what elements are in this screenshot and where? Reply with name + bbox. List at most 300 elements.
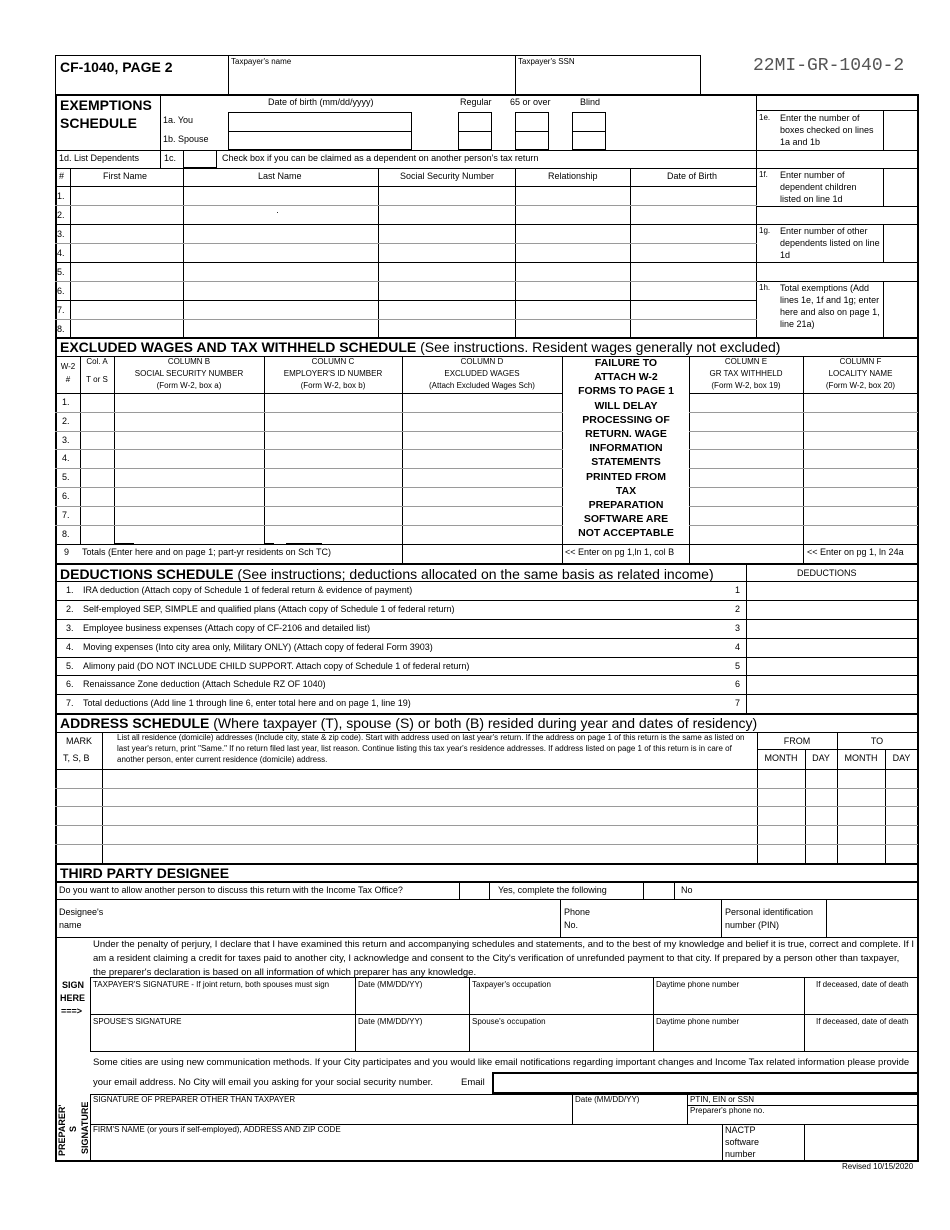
- email-label: Email: [461, 1077, 485, 1088]
- from-month-label: MONTH: [764, 753, 798, 763]
- deduction-amount-input[interactable]: [749, 677, 919, 694]
- perjury-statement: Under the penalty of perjury, I declare that I have examined this return and accompanying schedules and statements, and to the best of my knowledge and belief it is true, correct and complete. If I am a resident claiming a credit for taxes paid to another city, I acknowledge and consent to the City's verification of unrefunded payment to that city. If prepared by a person other than taxpayer, the preparer's declaration is based on all information of which preparer has any knowledge.: [93, 939, 914, 978]
- address-mark-input[interactable]: [58, 846, 103, 863]
- w2-notice-line: PRINTED FROM: [586, 470, 666, 483]
- deduction-amount-input[interactable]: [749, 640, 919, 657]
- spouse-date-input[interactable]: [358, 1028, 469, 1051]
- w2-col-f-input[interactable]: [805, 433, 919, 449]
- w2-notice-line: NOT ACCEPTABLE: [578, 527, 674, 540]
- preparer-signature-input[interactable]: [93, 1105, 573, 1123]
- taxpayer-date-input[interactable]: [358, 991, 469, 1015]
- w2-col-c-input[interactable]: [266, 527, 404, 544]
- w2-col-a-input[interactable]: [82, 489, 116, 506]
- w2-col-c-input[interactable]: [266, 489, 404, 506]
- taxpayer-occupation-input[interactable]: [472, 991, 654, 1015]
- address-row-line: [55, 844, 918, 845]
- w2-col-a-input[interactable]: [82, 433, 116, 449]
- w2-col-e-input[interactable]: [691, 489, 805, 506]
- w2-notice-line: INFORMATION: [589, 442, 663, 455]
- divider: [722, 1124, 723, 1161]
- dependent-last-name-input[interactable]: [185, 226, 380, 243]
- spouse-65-checkbox[interactable]: [515, 131, 549, 150]
- address-from-month-input[interactable]: [760, 846, 806, 863]
- address-to-month-input[interactable]: [840, 771, 886, 788]
- preparer-date-input[interactable]: [575, 1105, 687, 1123]
- address-from-month-input[interactable]: [760, 808, 806, 825]
- totals-num: 9: [64, 547, 70, 557]
- side-1g-num: 1g.: [759, 226, 771, 235]
- divider: [560, 899, 561, 937]
- total-tax-withheld-input[interactable]: [691, 545, 805, 564]
- w2-col-f-input[interactable]: [805, 489, 919, 506]
- dependent-row-num: 6.: [57, 286, 65, 296]
- taxpayer-signature-input[interactable]: [93, 991, 355, 1015]
- w2-col-e-input[interactable]: [691, 527, 805, 544]
- dependent-relationship-input[interactable]: [517, 321, 632, 338]
- deduction-amount-input[interactable]: [749, 621, 919, 638]
- exemptions-1e-input[interactable]: [885, 112, 919, 150]
- dependent-last-name-input[interactable]: [185, 321, 380, 338]
- w2-col-b-input[interactable]: [116, 489, 266, 506]
- side-1f-num: 1f.: [759, 170, 768, 179]
- address-from-day-input[interactable]: [808, 846, 838, 863]
- w2-col-a-input[interactable]: [82, 508, 116, 525]
- sign-here-arrow: ===>: [61, 1006, 83, 1016]
- rule: [55, 186, 757, 187]
- w2-col-f-input[interactable]: [805, 451, 919, 468]
- designee-no-checkbox[interactable]: [645, 883, 676, 899]
- dependent-claim-checkbox[interactable]: [183, 150, 217, 168]
- deduction-line-text: Moving expenses (Into city area only, Military ONLY) (Attach copy of federal Form 3903): [83, 642, 433, 652]
- dependent-ssn-input[interactable]: [380, 321, 517, 338]
- dependent-ssn-input[interactable]: [380, 264, 517, 281]
- cole-head-1: COLUMN E: [724, 357, 768, 366]
- divider: [883, 168, 884, 206]
- dependent-ssn-input[interactable]: [380, 226, 517, 243]
- cola-ts: T or S: [86, 375, 108, 384]
- spouse-occupation-input[interactable]: [472, 1028, 654, 1051]
- deductions-title-text: DEDUCTIONS SCHEDULE: [60, 566, 234, 582]
- w2-col-c-input[interactable]: [266, 508, 404, 525]
- address-to-day-input[interactable]: [888, 808, 918, 825]
- address-mark-input[interactable]: [58, 827, 103, 844]
- address-from-day-input[interactable]: [808, 808, 838, 825]
- to-day-label: DAY: [892, 753, 911, 763]
- rule: [90, 1014, 918, 1015]
- list-dependents-label: 1d. List Dependents: [59, 153, 140, 163]
- spouse-dob-input[interactable]: [228, 131, 412, 150]
- to-month-label: MONTH: [844, 753, 878, 763]
- w2-col-e-input[interactable]: [691, 470, 805, 487]
- frame-bottom: [55, 1160, 919, 1162]
- w2-col-d-input[interactable]: [404, 395, 564, 412]
- dependent-relationship-input[interactable]: [517, 207, 632, 224]
- dependent-last-name-input[interactable]: [185, 207, 380, 224]
- taxpayer-phone-input[interactable]: [656, 991, 805, 1015]
- form-title: CF-1040, PAGE 2: [60, 59, 173, 75]
- dependent-first-name-input[interactable]: [72, 321, 185, 338]
- address-from-month-input[interactable]: [760, 827, 806, 844]
- rule: [756, 206, 918, 207]
- dependent-ssn-input[interactable]: [380, 245, 517, 262]
- deductions-title-note: (See instructions; deductions allocated on the same basis as related income): [233, 566, 714, 582]
- dep-col-num: #: [59, 171, 65, 181]
- address-row-line: [55, 806, 918, 807]
- w2-col-c-input[interactable]: [266, 470, 404, 487]
- divider: [572, 1094, 573, 1124]
- exemptions-title: EXEMPTIONS: [60, 97, 152, 113]
- spouse-deceased-input[interactable]: [807, 1028, 919, 1051]
- totals-text: Totals (Enter here and on page 1; part-yr residents on Sch TC): [82, 547, 331, 557]
- w2-col-b-input[interactable]: [116, 527, 266, 544]
- w2-col-a-input[interactable]: [82, 527, 116, 544]
- nactp-label-3: number: [725, 1149, 756, 1159]
- email-note-2: your email address. No City will email you asking for your social security number.: [93, 1077, 434, 1088]
- side-1g-text: Enter number of other dependents listed on line 1d: [780, 226, 880, 260]
- dependent-row-num: 7.: [57, 305, 65, 315]
- preparer-signature-label: SIGNATURE OF PREPARER OTHER THAN TAXPAYER: [93, 1095, 296, 1104]
- preparer-vertical-label-1: PREPARER': [57, 1104, 67, 1156]
- deduction-row-line: [55, 619, 918, 620]
- address-row-line: [55, 825, 918, 826]
- w2-row-line: [689, 431, 918, 432]
- deduction-amount-input[interactable]: [749, 583, 919, 600]
- address-address-input[interactable]: [105, 808, 758, 825]
- exemptions-1g-input[interactable]: [885, 226, 919, 262]
- w2-row-num: 2.: [62, 416, 70, 426]
- w2-col-a-input[interactable]: [82, 451, 116, 468]
- dependent-ssn-input[interactable]: [380, 207, 517, 224]
- rule: [55, 899, 918, 900]
- w2-notice-line: FAILURE TO: [594, 357, 658, 369]
- dependent-first-name-input[interactable]: [72, 188, 185, 205]
- w2-row-line: [689, 487, 918, 488]
- deduction-line-num: 5.: [66, 661, 74, 671]
- dependent-dob-input[interactable]: [632, 302, 758, 319]
- you-65-checkbox[interactable]: [515, 112, 549, 132]
- nactp-label-1: NACTP: [725, 1125, 756, 1135]
- w2-hash: #: [65, 375, 71, 384]
- w2-row-line: [55, 449, 563, 450]
- exemptions-1f-input[interactable]: [885, 170, 919, 206]
- divider: [643, 881, 644, 899]
- w2-col-d-input[interactable]: [404, 489, 564, 506]
- dependent-row-line: [55, 205, 757, 206]
- taxpayer-name-label: Taxpayer's name: [231, 57, 292, 66]
- designee-yes-checkbox[interactable]: [461, 883, 491, 899]
- designee-name-input[interactable]: [115, 902, 559, 936]
- dependent-dob-input[interactable]: [632, 283, 758, 300]
- w2-row-line: [689, 468, 918, 469]
- w2-col-f-input[interactable]: [805, 395, 919, 412]
- dependent-dob-input[interactable]: [632, 321, 758, 338]
- form-code: 22MI-GR-1040-2: [753, 56, 905, 76]
- dependent-first-name-input[interactable]: [72, 226, 185, 243]
- w2-col-f-input[interactable]: [805, 527, 919, 544]
- dependent-check-text: Check box if you can be claimed as a dependent on another person's tax return: [222, 153, 539, 163]
- divider: [883, 110, 884, 150]
- address-from-day-input[interactable]: [808, 790, 838, 806]
- colc-head-2: EMPLOYER'S ID NUMBER: [283, 369, 383, 378]
- dependent-last-name-input[interactable]: [185, 264, 380, 281]
- address-to-month-input[interactable]: [840, 846, 886, 863]
- dependent-last-name-input[interactable]: [185, 283, 380, 300]
- taxpayer-date-label: Date (MM/DD/YY): [358, 980, 423, 989]
- cole-head-2: GR TAX WITHHELD: [709, 369, 783, 378]
- dependent-last-name-input[interactable]: [185, 188, 380, 205]
- w2-row-num: 7.: [62, 510, 70, 520]
- w2-row-num: 3.: [62, 435, 70, 445]
- deduction-line-text: Renaissance Zone deduction (Attach Schedule RZ OF 1040): [83, 679, 326, 689]
- preparer-vertical-label-2: S: [68, 1125, 78, 1132]
- address-address-input[interactable]: [105, 790, 758, 806]
- deduction-line-num: 7.: [66, 698, 74, 708]
- address-to-day-input[interactable]: [888, 771, 918, 788]
- divider: [689, 356, 690, 563]
- address-mark-input[interactable]: [58, 808, 103, 825]
- dependent-relationship-input[interactable]: [517, 245, 632, 262]
- address-address-input[interactable]: [105, 827, 758, 844]
- w2-col-b-input[interactable]: [116, 414, 266, 431]
- you-label: 1a. You: [163, 115, 194, 125]
- w2-col-b-input[interactable]: [116, 470, 266, 487]
- w2-col-b-input[interactable]: [116, 508, 266, 525]
- address-title-note: (Where taxpayer (T), spouse (S) or both (B) resided during year and dates of residency): [209, 715, 758, 731]
- address-from-day-input[interactable]: [808, 771, 838, 788]
- cole-head-3: (Form W-2, box 19): [711, 381, 781, 390]
- dependent-first-name-input[interactable]: [72, 302, 185, 319]
- w2-col-a-input[interactable]: [82, 414, 116, 431]
- address-mark-input[interactable]: [58, 771, 103, 788]
- side-1h-text: Total exemptions (Add lines 1e, 1f and 1g; enter here and also on page 1, line 21a): [780, 283, 880, 329]
- w2-notice-line: RETURN. WAGE: [585, 428, 667, 440]
- w2-col-c-input[interactable]: [266, 395, 404, 412]
- deduction-line-ref: 2: [735, 604, 741, 614]
- address-mark-input[interactable]: [58, 790, 103, 806]
- w2-col-b-input[interactable]: [116, 451, 266, 468]
- address-row-line: [55, 788, 918, 789]
- regular-label: Regular: [460, 97, 492, 107]
- dependent-first-name-input[interactable]: [72, 264, 185, 281]
- preparer-date-label: Date (MM/DD/YY): [575, 1095, 640, 1104]
- nactp-number-input[interactable]: [807, 1127, 919, 1159]
- taxpayer-deceased-input[interactable]: [807, 991, 919, 1015]
- spouse-blind-checkbox[interactable]: [572, 131, 606, 150]
- colf-head-3: (Form W-2, box 20): [825, 381, 896, 390]
- w2-col-e-input[interactable]: [691, 433, 805, 449]
- w2-col-d-input[interactable]: [404, 414, 564, 431]
- dependent-last-name-input[interactable]: [185, 245, 380, 262]
- spouse-deceased-label: If deceased, date of death: [816, 1017, 909, 1026]
- designee-phone-label-2: No.: [564, 920, 579, 930]
- wages-title-note: (See instructions. Resident wages generally not excluded): [416, 339, 781, 355]
- dep-col-ssn: Social Security Number: [400, 171, 495, 181]
- w2-col-f-input[interactable]: [805, 414, 919, 431]
- you-regular-checkbox[interactable]: [458, 112, 492, 132]
- address-from-month-input[interactable]: [760, 790, 806, 806]
- dependent-relationship-input[interactable]: [517, 264, 632, 281]
- w2-col-d-input[interactable]: [404, 433, 564, 449]
- w2-col-c-input[interactable]: [266, 451, 404, 468]
- divider: [160, 150, 161, 168]
- address-to-month-input[interactable]: [840, 827, 886, 844]
- w2-col-c-input[interactable]: [266, 433, 404, 449]
- colb-head-2: SOCIAL SECURITY NUMBER: [134, 369, 244, 378]
- designee-name-label-2: name: [59, 920, 82, 930]
- cola-label: Col. A: [86, 357, 108, 366]
- total-excluded-wages-input[interactable]: [404, 545, 564, 564]
- w2-row-line: [55, 525, 563, 526]
- divider: [721, 899, 722, 937]
- rule: [55, 769, 918, 770]
- dep-col-last: Last Name: [258, 171, 302, 181]
- designee-phone-input[interactable]: [595, 902, 719, 936]
- address-address-input[interactable]: [105, 846, 758, 863]
- side-1f-text: Enter number of dependent children listed on line 1d: [780, 170, 857, 204]
- dependent-ssn-input[interactable]: [380, 283, 517, 300]
- w2-row-line: [689, 412, 918, 413]
- dependent-dob-input[interactable]: [632, 188, 758, 205]
- designee-name-label: Designee's: [59, 907, 104, 917]
- spouse-signature-input[interactable]: [93, 1028, 355, 1051]
- w2-col-d-input[interactable]: [404, 470, 564, 487]
- designee-phone-label: Phone: [564, 907, 591, 917]
- address-title: [60, 715, 757, 731]
- w2-col-d-input[interactable]: [404, 527, 564, 544]
- deductions-col-label: DEDUCTIONS: [797, 568, 857, 578]
- w2-row-num: 5.: [62, 472, 70, 482]
- w2-row-num: 1.: [62, 397, 70, 407]
- address-instructions: List all residence (domicile) addresses (Include city, state & zip code). Start with address used on last year's return. If the address on page 1 of this return is the same as listed on last year's return, print "Same." If no return filed last year, list reason. Continue listing this tax year's residence addresses. If address listed on page 1 of this return is in care of another person, enter current residence (domicile) address.: [117, 733, 745, 764]
- address-to-month-input[interactable]: [840, 808, 886, 825]
- email-input[interactable]: [492, 1072, 919, 1094]
- taxpayer-name-input[interactable]: [232, 68, 514, 92]
- address-address-input[interactable]: [105, 771, 758, 788]
- taxpayer-ssn-input[interactable]: [519, 68, 699, 92]
- one-c-label: 1c.: [164, 153, 177, 163]
- you-blind-checkbox[interactable]: [572, 112, 606, 132]
- w2-col-f-input[interactable]: [805, 470, 919, 487]
- deduction-line-ref: 3: [735, 623, 741, 633]
- deduction-line-ref: 1: [735, 585, 741, 595]
- deduction-amount-input[interactable]: [749, 659, 919, 675]
- dependent-dob-input[interactable]: [632, 264, 758, 281]
- dependent-relationship-input[interactable]: [517, 302, 632, 319]
- sign-here-1: SIGN: [62, 980, 85, 990]
- deduction-amount-input[interactable]: [749, 696, 919, 713]
- spouse-phone-input[interactable]: [656, 1028, 805, 1051]
- dependent-relationship-input[interactable]: [517, 226, 632, 243]
- dependent-relationship-input[interactable]: [517, 188, 632, 205]
- divider: [228, 55, 229, 95]
- dependent-row-num: 3.: [57, 229, 65, 239]
- w2-row-line: [55, 487, 563, 488]
- w2-col-b-input[interactable]: [116, 395, 266, 412]
- spouse-phone-label: Daytime phone number: [656, 1017, 740, 1026]
- w2-col-c-input[interactable]: [266, 414, 404, 431]
- you-dob-input[interactable]: [228, 112, 412, 132]
- designee-pin-input[interactable]: [829, 902, 919, 936]
- w2-col-e-input[interactable]: [691, 508, 805, 525]
- dependent-ssn-input[interactable]: [380, 302, 517, 319]
- dependent-ssn-input[interactable]: [380, 188, 517, 205]
- preparer-ptin-label: PTIN, EIN or SSN: [690, 1095, 755, 1104]
- colf-head-2: LOCALITY NAME: [828, 369, 893, 378]
- w2-col-a-input[interactable]: [82, 395, 116, 412]
- address-to-day-input[interactable]: [888, 846, 918, 863]
- address-from-day-input[interactable]: [808, 827, 838, 844]
- deduction-amount-input[interactable]: [749, 602, 919, 619]
- deduction-row-line: [55, 694, 918, 695]
- w2-col-d-input[interactable]: [404, 451, 564, 468]
- dependent-first-name-input[interactable]: [72, 283, 185, 300]
- w2-row-line: [689, 506, 918, 507]
- w2-col-a-input[interactable]: [82, 470, 116, 487]
- dependent-row-num: 4.: [57, 248, 65, 258]
- w2-col-d-input[interactable]: [404, 508, 564, 525]
- deduction-line-num: 3.: [66, 623, 74, 633]
- divider: [883, 281, 884, 338]
- w2-col-b-input[interactable]: [116, 433, 266, 449]
- w2-row-num: 4.: [62, 453, 70, 463]
- w2-col-e-input[interactable]: [691, 414, 805, 431]
- w2-col-e-input[interactable]: [691, 395, 805, 412]
- taxpayer-deceased-label: If deceased, date of death: [816, 980, 909, 989]
- w2-col-f-input[interactable]: [805, 508, 919, 525]
- dependent-last-name-input[interactable]: [185, 302, 380, 319]
- w2-notice-line: SOFTWARE ARE: [583, 513, 669, 526]
- deduction-row-line: [55, 638, 918, 639]
- preparer-phone-label: Preparer's phone no.: [690, 1106, 765, 1115]
- designee-yes-label: Yes, complete the following: [498, 885, 607, 895]
- dependent-relationship-input[interactable]: [517, 283, 632, 300]
- deduction-row-line: [55, 657, 918, 658]
- side-1h-num: 1h.: [759, 283, 771, 292]
- spouse-regular-checkbox[interactable]: [458, 131, 492, 150]
- designee-title: THIRD PARTY DESIGNEE: [60, 865, 230, 881]
- w2-notice-line: ATTACH W-2: [594, 371, 658, 384]
- firm-name-label: FIRM'S NAME (or yours if self-employed), ADDRESS AND ZIP CODE: [93, 1125, 341, 1134]
- address-to-month-input[interactable]: [840, 790, 886, 806]
- address-from-month-input[interactable]: [760, 771, 806, 788]
- dependent-dob-input[interactable]: [632, 207, 758, 224]
- cold-head-2: EXCLUDED WAGES: [444, 369, 520, 378]
- firm-name-input[interactable]: [93, 1136, 722, 1160]
- w2-label: W-2: [60, 362, 76, 371]
- address-to-day-input[interactable]: [888, 827, 918, 844]
- dependent-first-name-input[interactable]: [72, 245, 185, 262]
- rule: [756, 262, 918, 263]
- nactp-label-2: software: [725, 1137, 760, 1147]
- divider: [883, 224, 884, 262]
- w2-notice-line: STATEMENTS: [591, 456, 661, 469]
- dependent-dob-input[interactable]: [632, 226, 758, 243]
- dependent-row-line: [55, 300, 757, 301]
- w2-row-num: 6.: [62, 491, 70, 501]
- deduction-row-line: [55, 675, 918, 676]
- w2-row-line: [55, 468, 563, 469]
- dob-label: Date of birth (mm/dd/yyyy): [268, 97, 374, 107]
- dependent-first-name-input[interactable]: [72, 207, 185, 224]
- exemptions-1h-input[interactable]: [885, 283, 919, 337]
- designee-pin-label-2: number (PIN): [725, 920, 780, 930]
- preparer-phone-input[interactable]: [790, 1107, 919, 1123]
- w2-col-e-input[interactable]: [691, 451, 805, 468]
- sign-here-2: HERE: [60, 993, 86, 1003]
- dependent-dob-input[interactable]: [632, 245, 758, 262]
- address-to-day-input[interactable]: [888, 790, 918, 806]
- taxpayer-phone-label: Daytime phone number: [656, 980, 740, 989]
